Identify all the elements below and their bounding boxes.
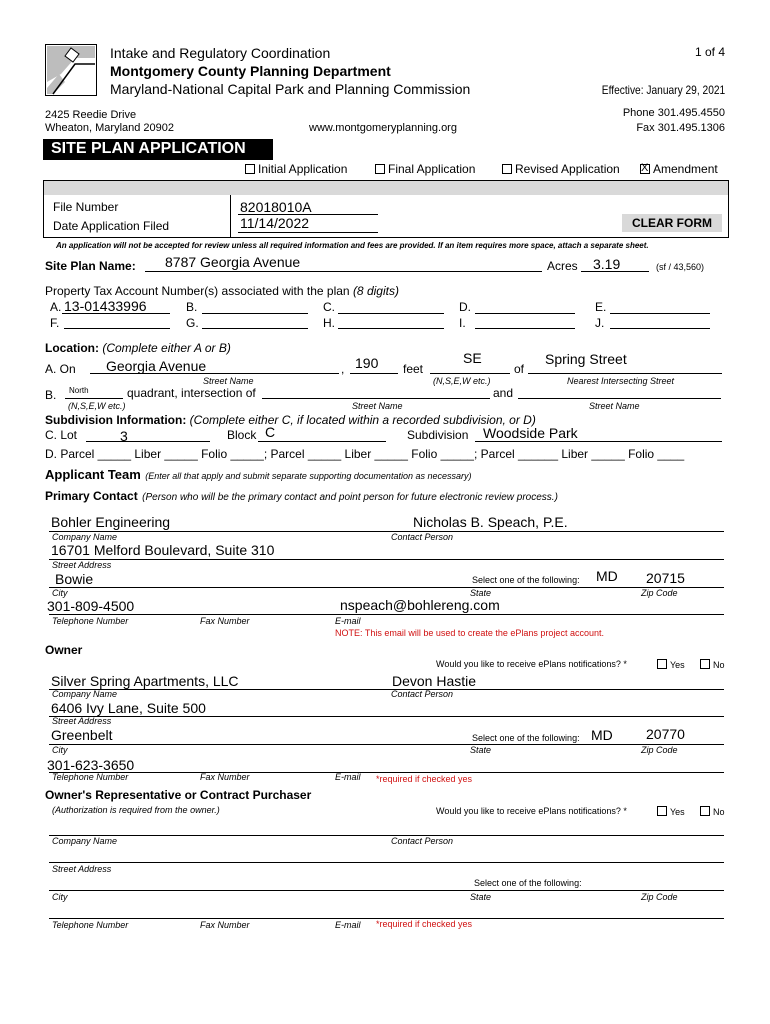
date-filed-underline (238, 232, 378, 233)
site-plan-underline (145, 271, 542, 272)
file-number-label: File Number (53, 200, 119, 214)
tax-f-label: F. (50, 316, 60, 330)
primary-company-line (49, 531, 724, 532)
owner-street-line (49, 716, 724, 717)
mncppc-logo (45, 44, 97, 96)
quadrant-underline (65, 398, 123, 399)
location-hint: (Complete either A or B) (102, 341, 231, 355)
tax-g-input[interactable] (202, 328, 308, 329)
location-a-label: A. On (45, 362, 76, 376)
rep-zip-caption: Zip Code (641, 892, 678, 902)
location-street-underline (90, 373, 339, 374)
subdivision-heading (45, 413, 536, 427)
location-heading (45, 341, 231, 355)
owner-email-caption: E-mail (335, 772, 361, 782)
site-plan-input[interactable]: 8787 Georgia Avenue (165, 254, 301, 270)
primary-company-input[interactable]: Bohler Engineering (51, 514, 171, 530)
primary-contact-label: Primary Contact (45, 489, 138, 503)
primary-city-input[interactable]: Bowie (55, 571, 94, 587)
file-field-divider (230, 195, 231, 237)
rep-city-input[interactable] (49, 890, 724, 891)
street-name-caption-b: Street Name (352, 401, 403, 411)
rep-yes-option[interactable] (657, 806, 685, 817)
location-cross-input[interactable]: Spring Street (545, 351, 627, 367)
rep-yes-checkbox[interactable] (657, 806, 667, 816)
subdivision-name-label: Subdivision (407, 428, 469, 442)
rep-yes-label: Yes (670, 807, 685, 817)
tax-account-label (45, 284, 399, 298)
street-name-caption: Street Name (203, 376, 254, 386)
phone: Phone 301.495.4550 (622, 107, 725, 119)
rep-heading: Owner's Representative or Contract Purchaser (45, 788, 312, 802)
owner-city-caption: City (52, 745, 68, 755)
tax-e-label: E. (595, 300, 607, 314)
owner-company-line (49, 689, 724, 690)
effective-date: Effective: January 29, 2021 (601, 83, 725, 97)
rep-no-option[interactable] (700, 806, 725, 817)
rep-street-input[interactable] (49, 862, 724, 863)
block-label: Block (227, 428, 257, 442)
location-label: Location: (45, 341, 99, 355)
tax-c-input[interactable] (338, 313, 444, 314)
owner-state-select[interactable]: MD (591, 727, 613, 743)
location-direction-input[interactable]: SE (463, 350, 482, 366)
owner-street-input[interactable]: 6406 Ivy Lane, Suite 500 (51, 700, 206, 716)
owner-no-label: No (713, 660, 725, 670)
revised-checkbox[interactable] (502, 164, 512, 174)
primary-phone-line (49, 614, 724, 615)
nearest-caption: Nearest Intersecting Street (567, 376, 675, 386)
tax-j-label: J. (595, 316, 605, 330)
primary-city-line (49, 587, 724, 588)
primary-email-note: NOTE: This email will be used to create the ePlans project account. (335, 628, 604, 638)
block-underline (258, 441, 386, 442)
primary-email-caption: E-mail (335, 616, 361, 626)
tax-g-label: G. (186, 316, 199, 330)
website: www.montgomeryplanning.org (309, 122, 457, 134)
primary-fax-caption: Fax Number (200, 616, 250, 626)
and-label: and (493, 386, 514, 400)
final-label: Final Application (388, 162, 476, 176)
direction-caption-b: (N,S,E,W etc.) (68, 401, 126, 411)
file-number-input[interactable]: 82018010A (240, 199, 312, 215)
acres-input[interactable]: 3.19 (593, 256, 621, 272)
owner-city-input[interactable]: Greenbelt (51, 727, 113, 743)
owner-select-label: Select one of the following: (472, 733, 580, 743)
rep-city-caption: City (52, 892, 68, 902)
tax-j-input[interactable] (610, 328, 710, 329)
amendment-check-mark: X (641, 162, 649, 174)
lot-underline (86, 441, 210, 442)
lot-label: C. Lot (45, 428, 78, 442)
owner-fax-caption: Fax Number (200, 772, 250, 782)
tax-h-input[interactable] (338, 328, 444, 329)
rep-no-label: No (713, 807, 725, 817)
primary-city-caption: City (52, 588, 68, 598)
applicant-team-heading (45, 466, 471, 484)
initial-application-option[interactable] (245, 162, 347, 176)
site-plan-label: Site Plan Name: (45, 259, 136, 273)
revised-label: Revised Application (515, 162, 620, 176)
owner-city-line (49, 744, 724, 745)
owner-yes-checkbox[interactable] (657, 659, 667, 669)
header-line1: Intake and Regulatory Coordination (110, 45, 331, 61)
subdivision-label: Subdivision Information: (45, 413, 187, 427)
primary-email-input[interactable]: nspeach@bohlereng.com (340, 597, 500, 613)
primary-contact-caption: Contact Person (391, 532, 454, 542)
tax-f-input[interactable] (64, 328, 170, 329)
owner-company-input[interactable]: Silver Spring Apartments, LLC (51, 673, 239, 689)
owner-state-caption: State (470, 745, 492, 755)
tax-c-label: C. (323, 300, 335, 314)
direction-caption: (N,S,E,W etc.) (433, 376, 491, 386)
owner-phone-line (49, 772, 724, 773)
location-distance-underline (350, 373, 398, 374)
primary-company-caption: Company Name (52, 532, 118, 542)
parcel-line: D. Parcel _____ Liber _____ Folio _____; Parcel _____ Liber _____ Folio _____; Parcel ______ Liber _____ Folio ____ (45, 447, 685, 461)
rep-street-caption: Street Address (52, 864, 112, 874)
owner-street-caption: Street Address (52, 716, 112, 726)
rep-required-note: *required if checked yes (376, 919, 473, 929)
owner-yes-option[interactable] (657, 659, 685, 670)
lot-input[interactable]: 3 (120, 428, 128, 444)
subdivision-hint: (Complete either C, if located within a recorded subdivision, or D) (189, 413, 536, 427)
rep-fax-caption: Fax Number (200, 920, 250, 930)
rep-state-caption: State (470, 892, 492, 902)
rep-contact-caption: Contact Person (391, 836, 454, 846)
address-line2: Wheaton, Maryland 20902 (45, 122, 175, 134)
tax-b-label: B. (186, 300, 198, 314)
tax-e-input[interactable] (610, 313, 710, 314)
primary-street-input[interactable]: 16701 Melford Boulevard, Suite 310 (51, 542, 275, 558)
tax-hint: (8 digits) (352, 284, 399, 298)
sf-note: (sf / 43,560) (656, 262, 705, 272)
feet-label: feet (403, 362, 424, 376)
primary-select-label: Select one of the following: (472, 575, 580, 585)
block-input[interactable]: C (265, 424, 276, 440)
rep-email-caption: E-mail (335, 920, 361, 930)
location-cross-underline (528, 373, 722, 374)
owner-contact-caption: Contact Person (391, 689, 454, 699)
owner-contact-input[interactable]: Devon Hastie (392, 673, 477, 689)
intersection-street1-input[interactable] (262, 398, 490, 399)
file-box-band (43, 180, 729, 196)
owner-no-checkbox[interactable] (700, 659, 710, 669)
owner-phone-input[interactable]: 301-623-3650 (47, 757, 135, 773)
owner-heading: Owner (45, 643, 83, 657)
rep-company-caption: Company Name (52, 836, 118, 846)
rep-hint: (Authorization is required from the owner.) (52, 805, 220, 815)
subdivision-name-input[interactable]: Woodside Park (483, 425, 578, 441)
primary-state-select[interactable]: MD (596, 568, 618, 584)
owner-yes-label: Yes (670, 660, 685, 670)
rep-company-input[interactable] (49, 835, 724, 836)
page-number: 1 of 4 (694, 45, 725, 59)
intersection-street2-input[interactable] (518, 398, 721, 399)
primary-phone-caption: Telephone Number (52, 616, 129, 626)
tax-b-input[interactable] (202, 313, 308, 314)
location-street-input[interactable]: Georgia Avenue (106, 358, 207, 374)
rep-select-label: Select one of the following: (474, 878, 582, 888)
title-bar (43, 139, 273, 160)
final-application-option[interactable] (375, 162, 475, 176)
address-line1: 2425 Reedie Drive (45, 109, 137, 121)
primary-contact-input[interactable]: Nicholas B. Speach, P.E. (413, 514, 568, 530)
owner-phone-caption: Telephone Number (52, 772, 129, 782)
tax-h-label: H. (323, 316, 335, 330)
quadrant-text: quadrant, intersection of (127, 386, 256, 400)
owner-required-note: *required if checked yes (376, 774, 473, 784)
of-label: of (514, 362, 525, 376)
primary-street-caption: Street Address (52, 560, 112, 570)
applicant-team-hint: (Enter all that apply and submit separate supporting documentation as necessary) (145, 471, 472, 481)
revised-application-option[interactable] (502, 162, 620, 176)
date-filed-label: Date Application Filed (53, 219, 170, 233)
owner-notify-text: Would you like to receive ePlans notifications? * (436, 659, 627, 669)
tax-i-input[interactable] (475, 328, 575, 329)
location-b-label: B. (45, 388, 57, 402)
tax-i-label: I. (459, 316, 466, 330)
primary-zip-input[interactable]: 20715 (646, 570, 685, 586)
primary-contact-hint: (Person who will be the primary contact and point person for future electronic review process.) (142, 492, 558, 503)
initial-label: Initial Application (258, 162, 348, 176)
tax-a-label: A. (50, 300, 62, 314)
tax-a-input[interactable]: 13-01433996 (64, 298, 147, 314)
subdivision-name-underline (475, 441, 722, 442)
tax-a-underline (62, 313, 170, 314)
tax-d-input[interactable] (475, 313, 575, 314)
primary-phone-input[interactable]: 301-809-4500 (47, 598, 135, 614)
primary-street-line (49, 559, 724, 560)
quadrant-input[interactable]: North (69, 386, 89, 395)
notice-text: An application will not be accepted for review unless all required information and fees are provided. If an item requires more space, attach a separate sheet. (56, 241, 649, 250)
tax-d-label: D. (459, 300, 471, 314)
street-name-caption-c: Street Name (589, 401, 640, 411)
rep-no-checkbox[interactable] (700, 806, 710, 816)
rep-notify-text: Would you like to receive ePlans notifications? * (436, 806, 627, 816)
page-title: SITE PLAN APPLICATION (51, 140, 246, 157)
fax: Fax 301.495.1306 (636, 122, 725, 134)
primary-state-caption: State (470, 588, 492, 598)
amendment-label: Amendment (653, 162, 718, 176)
date-filed-input[interactable]: 11/14/2022 (240, 215, 310, 231)
initial-checkbox[interactable] (245, 164, 255, 174)
header-line3: Maryland-National Capital Park and Planning Commission (110, 81, 471, 97)
tax-label-text: Property Tax Account Number(s) associated with the plan (45, 284, 350, 298)
acres-label: Acres (547, 259, 578, 273)
primary-zip-caption: Zip Code (641, 588, 678, 598)
owner-zip-input[interactable]: 20770 (646, 726, 685, 742)
location-comma: , (341, 362, 345, 376)
owner-no-option[interactable] (700, 659, 725, 670)
owner-company-caption: Company Name (52, 689, 118, 699)
applicant-team-label: Applicant Team (45, 467, 141, 482)
clear-form-button[interactable]: CLEAR FORM (622, 214, 722, 232)
primary-contact-heading (45, 487, 558, 505)
location-direction-underline (430, 373, 510, 374)
amendment-checkbox[interactable] (640, 164, 650, 174)
final-checkbox[interactable] (375, 164, 385, 174)
owner-zip-caption: Zip Code (641, 745, 678, 755)
rep-phone-caption: Telephone Number (52, 920, 129, 930)
amendment-option[interactable] (640, 162, 718, 176)
header-line2: Montgomery County Planning Department (110, 63, 391, 79)
location-distance-input[interactable]: 190 (355, 355, 379, 371)
